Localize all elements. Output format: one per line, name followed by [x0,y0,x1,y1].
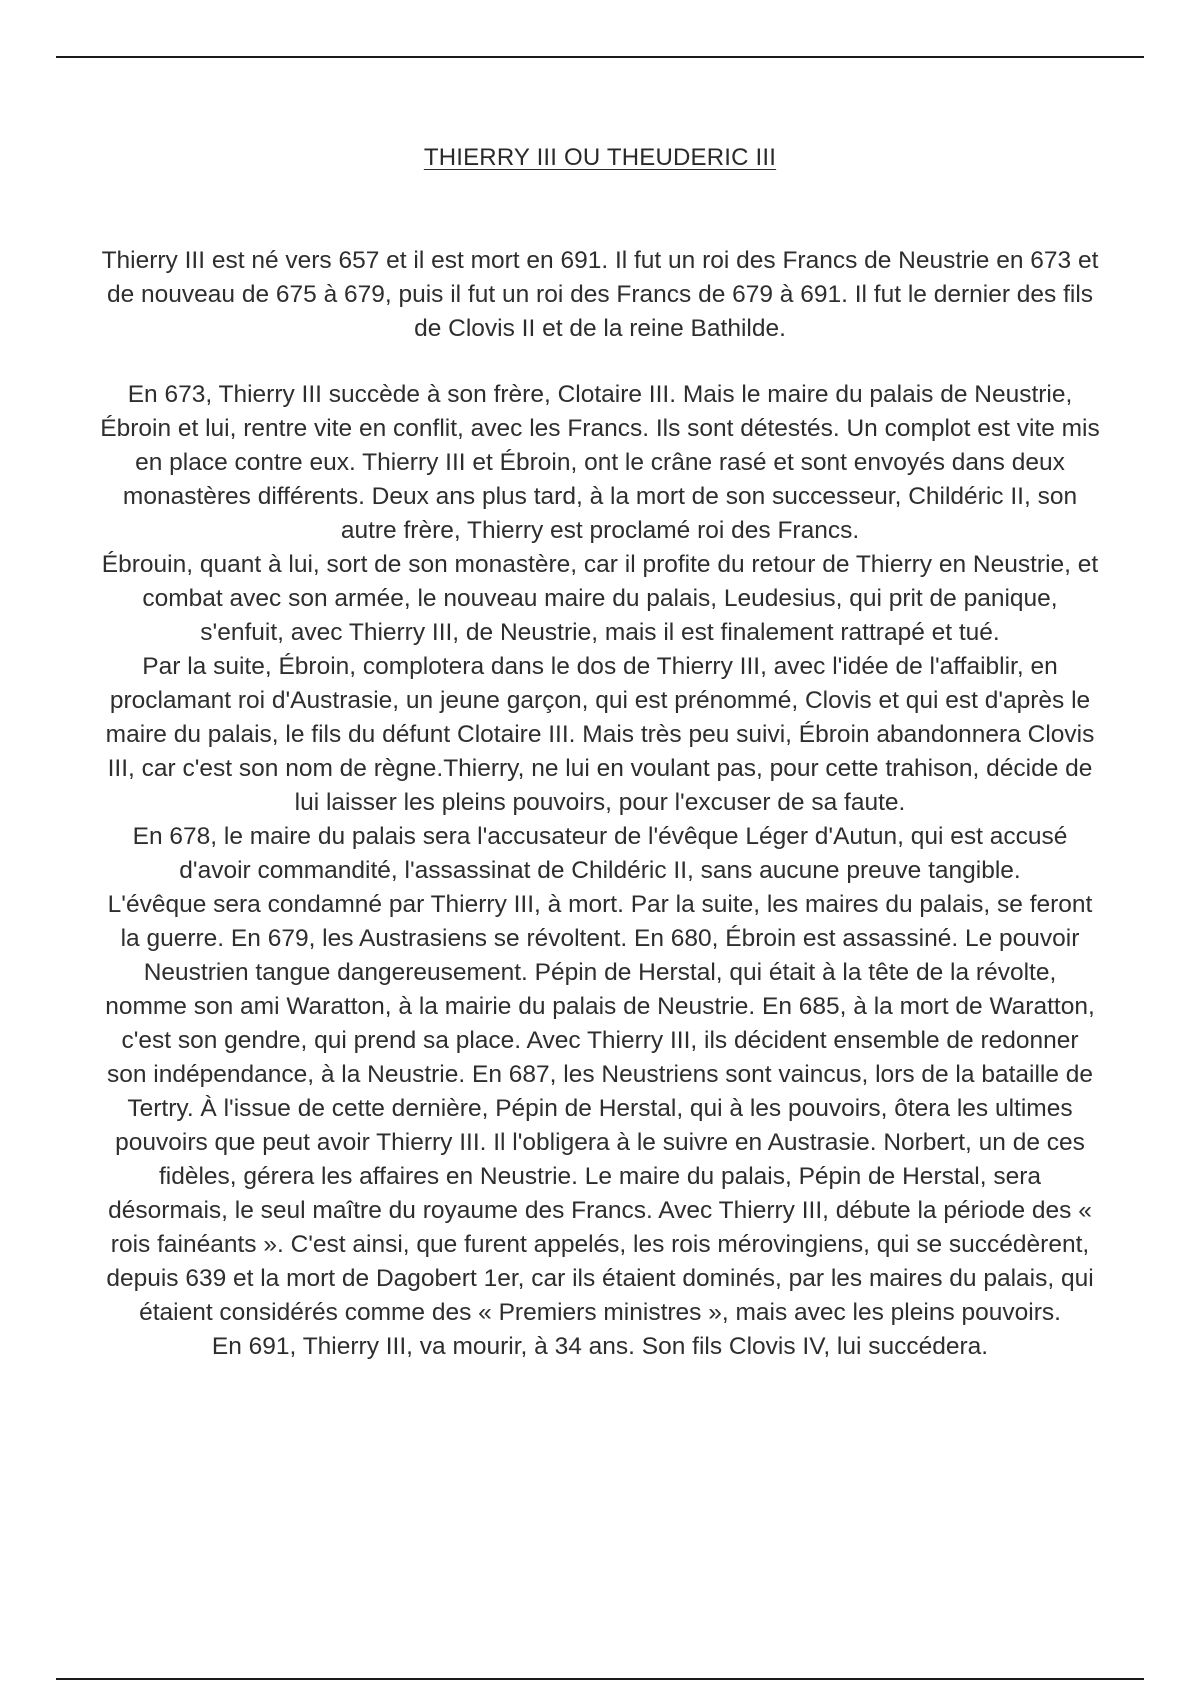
paragraph-succession: En 673, Thierry III succède à son frère, Clotaire III. Mais le maire du palais de Neustrie, Ébroin et lui, rentre vite en conflit, avec les Francs. Ils sont détestés. Un complot est vite mis en place contre eux. Thierry III et Ébroin, ont le crâne rasé et sont envoyés dans deux monastères différents. Deux ans plus tard, à la mort de son successeur, Childéric II, son autre frère, Thierry est proclamé roi des Francs. [100,381,1100,544]
paragraph-leger: En 678, le maire du palais sera l'accusateur de l'évêque Léger d'Autun, qui est accusé d'avoir commandité, l'assassinat de Childéric II, sans aucune preuve tangible. [132,823,1068,884]
paragraph-mayors: L'évêque sera condamné par Thierry III, à mort. Par la suite, les maires du palais, se feront la guerre. En 679, les Austrasiens se révoltent. En 680, Ébroin est assassiné. Le pouvoir Neustrien tangue dangereusement. Pépin de Herstal, qui était à la tête de la révolte, nomme son ami Waratton, à la mairie du palais de Neustrie. En 685, à la mort de Waratton, c'est son gendre, qui prend sa place. Avec Thierry III, ils décident ensemble de redonner son indépendance, à la Neustrie. En 687, les Neustriens sont vaincus, lors de la bataille de Tertry. À l'issue de cette dernière, Pépin de Herstal, qui à les pouvoirs, ôtera les ultimes pouvoirs que peut avoir Thierry III. Il l'obligera à le suivre en Austrasie. Norbert, un de ces fidèles, gérera les affaires en Neustrie. Le maire du palais, Pépin de Herstal, sera désormais, le seul maître du royaume des Francs. Avec Thierry III, débute la période des « rois fainéants ». C'est ainsi, que furent appelés, les rois mérovingiens, qui se succédèrent, depuis 639 et la mort de Dagobert 1er, car ils étaient dominés, par les maires du palais, qui étaient considérés comme des « Premiers ministres », mais avec les pleins pouvoirs. [105,891,1095,1326]
document-body [100,244,1100,1364]
paragraph-plot: Par la suite, Ébroin, complotera dans le dos de Thierry III, avec l'idée de l'affaiblir, en proclamant roi d'Austrasie, un jeune garçon, qui est prénommé, Clovis et qui est d'après le maire du palais, le fils du défunt Clotaire III. Mais très peu suivi, Ébroin abandonnera Clovis III, car c'est son nom de règne.Thierry, ne lui en voulant pas, pour cette trahison, décide de lui laisser les pleins pouvoirs, pour l'excuser de sa faute. [105,653,1095,816]
paragraph-ebrouin: Ébrouin, quant à lui, sort de son monastère, car il profite du retour de Thierry en Neustrie, et combat avec son armée, le nouveau maire du palais, Leudesius, qui prit de panique, s'enfuit, avec Thierry III, de Neustrie, mais il est finalement rattrapé et tué. [101,551,1099,646]
paragraph-death: En 691, Thierry III, va mourir, à 34 ans. Son fils Clovis IV, lui succédera. [211,1333,989,1360]
document-title-container [0,144,1200,172]
bottom-rule [56,1678,1144,1680]
top-rule [56,56,1144,58]
document-title: THIERRY III OU THEUDERIC III [423,144,777,171]
paragraph-intro: Thierry III est né vers 657 et il est mort en 691. Il fut un roi des Francs de Neustrie en 673 et de nouveau de 675 à 679, puis il fut un roi des Francs de 679 à 691. Il fut le dernier des fils de Clovis II et de la reine Bathilde. [101,247,1099,342]
